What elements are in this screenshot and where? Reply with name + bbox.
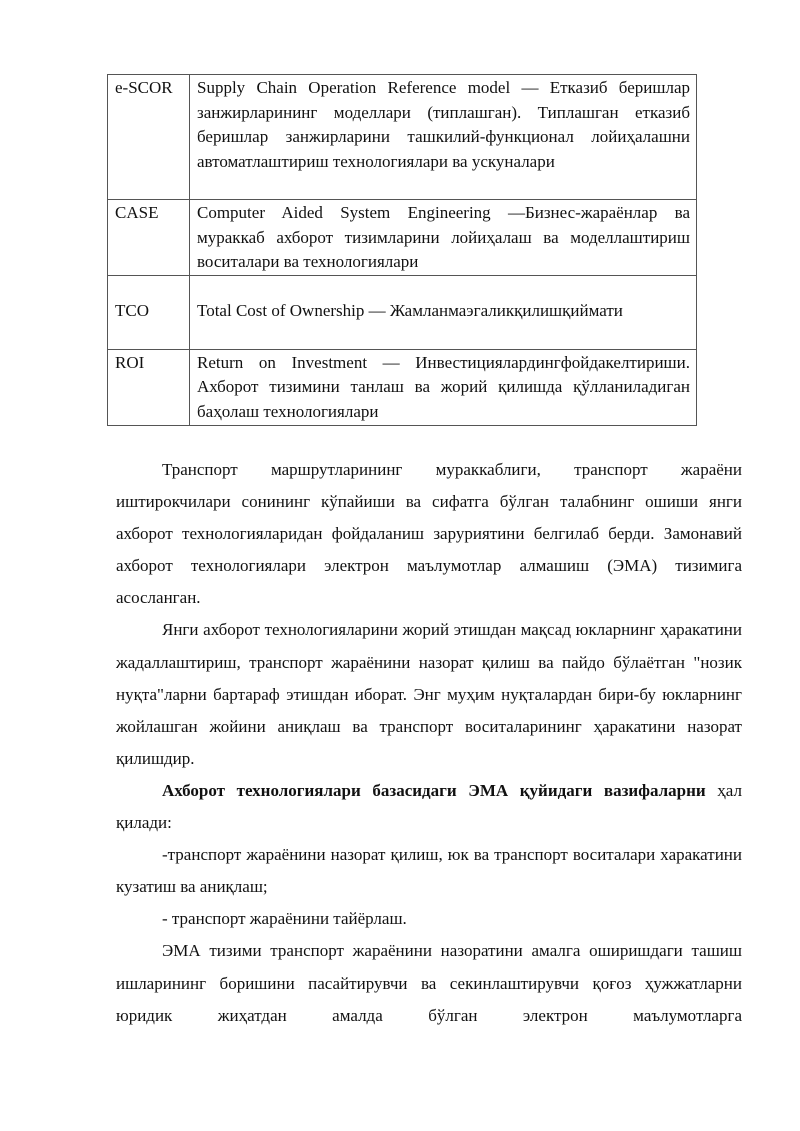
description-cell: Return on Investment — Инвестициялардингфойдакелтириши. Ахборот тизимини танлаш ва жорий қилишда қўлланиладиган баҳолаш технологиялари bbox=[190, 349, 697, 425]
abbreviation-cell: CASE bbox=[108, 200, 190, 276]
paragraph: Транспорт маршрутларининг мураккаблиги, транспорт жараёни иштирокчилари сонининг кўпайиши ва сифатга бўлган талабнинг ошиши янги ахборот технологияларидан фойдаланиш заруриятини белгилаб берди. Замонавий ахборот технологиялари электрон маълумотлар алмашиш (ЭМА) тизимига асосланган. bbox=[116, 460, 742, 608]
abbreviation-cell: e-SCOR bbox=[108, 75, 190, 200]
description-cell: Total Cost of Ownership — Жамланмаэгаликқилишқиймати bbox=[190, 275, 697, 349]
table-row bbox=[108, 349, 697, 425]
paragraph: ЭМА тизими транспорт жараёнини назоратини амалга оширишдаги ташиш ишларининг боришини пасайтирувчи ва секинлаштирувчи қоғоз ҳужжатларни юридик жиҳатдан амалда бўлган электрон маълумотларга bbox=[116, 941, 742, 1025]
description-cell: Computer Aided System Engineering —Бизнес-жараёнлар ва мураккаб ахборот тизимларини лойиҳалаш ва моделлаштириш воситалари ва технологиялари bbox=[190, 200, 697, 276]
bold-lead-text: Ахборот технологиялари базасидаги ЭМА қуйидаги вазифаларни bbox=[162, 780, 706, 800]
abbreviation-cell: ROI bbox=[108, 349, 190, 425]
table-row bbox=[108, 200, 697, 276]
list-item: - транспорт жараёнини тайёрлаш. bbox=[162, 909, 407, 929]
paragraph bbox=[116, 775, 742, 839]
body-text bbox=[116, 454, 742, 1032]
list-item: -транспорт жараёнини назорат қилиш, юк ва транспорт воситалари харакатини кузатиш ва аниқлаш; bbox=[116, 845, 742, 897]
abbreviations-table bbox=[107, 74, 697, 426]
table-row bbox=[108, 275, 697, 349]
description-cell: Supply Chain Operation Reference model — Етказиб беришлар занжирларининг моделлари (типлашган). Типлашган етказиб беришлар занжирларини ташкилий-функционал лойиҳалашни автоматлаштириш технологиялари ва ускуналари bbox=[190, 75, 697, 200]
paragraph: Янги ахборот технологияларини жорий этишдан мақсад юкларнинг ҳаракатини жадаллаштириш, транспорт жараёнини назорат қилиш ва пайдо бўлаётган "нозик нуқта"ларни бартараф этишдан иборат. Энг муҳим нуқталардан бири-бу юкларнинг жойлашган жойини аниқлаш ва транспорт воситаларининг ҳаракатини назорат қилишдир. bbox=[116, 620, 742, 768]
abbreviation-cell: TCO bbox=[108, 275, 190, 349]
table-row bbox=[108, 75, 697, 200]
paragraph-rest: ҳал қилади: bbox=[116, 780, 742, 833]
